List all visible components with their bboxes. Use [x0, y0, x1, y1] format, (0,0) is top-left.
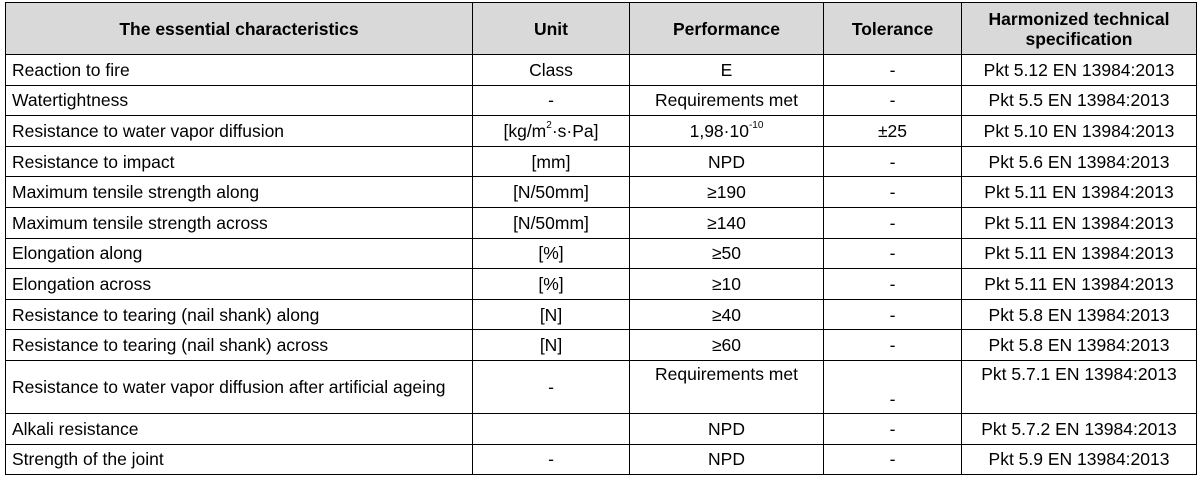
table-row: [6, 444, 1197, 475]
specification-cell: Pkt 5.9 EN 13984:2013: [962, 444, 1197, 475]
characteristic-cell: Maximum tensile strength along: [6, 177, 473, 208]
characteristic-cell: Watertightness: [6, 85, 473, 116]
table-row: [6, 146, 1197, 177]
specification-cell: Pkt 5.8 EN 13984:2013: [962, 330, 1197, 361]
unit-cell: -: [473, 360, 630, 413]
specification-cell: Pkt 5.11 EN 13984:2013: [962, 269, 1197, 300]
table-row: [6, 177, 1197, 208]
performance-cell: NPD: [630, 413, 824, 444]
characteristic-cell: Resistance to tearing (nail shank) across: [6, 330, 473, 361]
unit-cell: [N/50mm]: [473, 207, 630, 238]
table-row: [6, 269, 1197, 300]
table-row: [6, 207, 1197, 238]
tolerance-cell: ±25: [824, 116, 962, 147]
specification-cell: Pkt 5.5 EN 13984:2013: [962, 85, 1197, 116]
tolerance-cell: -: [824, 269, 962, 300]
table-row: [6, 85, 1197, 116]
characteristic-cell: Resistance to water vapor diffusion: [6, 116, 473, 147]
specification-cell: Pkt 5.11 EN 13984:2013: [962, 207, 1197, 238]
table-row: [6, 238, 1197, 269]
tolerance-cell: -: [824, 444, 962, 475]
characteristic-cell: Resistance to tearing (nail shank) along: [6, 299, 473, 330]
specification-cell: Pkt 5.8 EN 13984:2013: [962, 299, 1197, 330]
tolerance-cell: -: [824, 207, 962, 238]
performance-cell: Requirements met: [630, 85, 824, 116]
unit-cell: [473, 413, 630, 444]
tolerance-cell: -: [824, 177, 962, 208]
unit-cell: [N]: [473, 330, 630, 361]
header-specification: Harmonized technical specification: [962, 3, 1197, 55]
header-characteristic: The essential characteristics: [6, 3, 473, 55]
table-row: [6, 330, 1197, 361]
tolerance-cell: -: [824, 55, 962, 86]
performance-cell: ≥40: [630, 299, 824, 330]
performance-cell: ≥50: [630, 238, 824, 269]
unit-cell: -: [473, 85, 630, 116]
unit-cell: -: [473, 444, 630, 475]
specification-cell: Pkt 5.11 EN 13984:2013: [962, 238, 1197, 269]
specification-cell: Pkt 5.7.2 EN 13984:2013: [962, 413, 1197, 444]
characteristic-cell: Resistance to impact: [6, 146, 473, 177]
performance-cell: E: [630, 55, 824, 86]
characteristic-cell: Elongation across: [6, 269, 473, 300]
characteristic-cell: Reaction to fire: [6, 55, 473, 86]
unit-cell: [mm]: [473, 146, 630, 177]
tolerance-cell: -: [824, 85, 962, 116]
characteristic-cell: Resistance to water vapor diffusion after artificial ageing: [6, 360, 473, 413]
tolerance-cell: -: [824, 299, 962, 330]
tolerance-cell: -: [824, 330, 962, 361]
header-unit: Unit: [473, 3, 630, 55]
performance-cell: ≥140: [630, 207, 824, 238]
performance-mantissa: 1,98·10: [689, 120, 749, 141]
specification-cell: Pkt 5.11 EN 13984:2013: [962, 177, 1197, 208]
performance-cell: ≥10: [630, 269, 824, 300]
unit-exponent: 2: [546, 120, 552, 132]
table-row: [6, 299, 1197, 330]
unit-cell: [N/50mm]: [473, 177, 630, 208]
unit-cell: [%]: [473, 238, 630, 269]
specification-cell: Pkt 5.12 EN 13984:2013: [962, 55, 1197, 86]
performance-cell: [630, 116, 824, 147]
characteristic-cell: Elongation along: [6, 238, 473, 269]
performance-cell: Requirements met: [630, 360, 824, 413]
table-row: [6, 413, 1197, 444]
performance-exponent: -10: [748, 120, 764, 132]
specification-cell: Pkt 5.7.1 EN 13984:2013: [962, 360, 1197, 413]
performance-cell: ≥190: [630, 177, 824, 208]
specification-cell: Pkt 5.10 EN 13984:2013: [962, 116, 1197, 147]
unit-cell: [N]: [473, 299, 630, 330]
header-tolerance: Tolerance: [824, 3, 962, 55]
table-row: [6, 116, 1197, 147]
unit-text-suffix: ·s·Pa]: [551, 120, 599, 141]
tolerance-cell: -: [824, 146, 962, 177]
tolerance-cell: -: [824, 360, 962, 413]
tolerance-cell: -: [824, 413, 962, 444]
header-performance: Performance: [630, 3, 824, 55]
characteristic-cell: Maximum tensile strength across: [6, 207, 473, 238]
tolerance-cell: -: [824, 238, 962, 269]
unit-cell: Class: [473, 55, 630, 86]
table-row: [6, 360, 1197, 413]
performance-cell: NPD: [630, 444, 824, 475]
unit-cell: [%]: [473, 269, 630, 300]
unit-cell: [473, 116, 630, 147]
performance-cell: NPD: [630, 146, 824, 177]
characteristics-table: [5, 2, 1197, 475]
characteristic-cell: Strength of the joint: [6, 444, 473, 475]
header-row: [6, 3, 1197, 55]
performance-cell: ≥60: [630, 330, 824, 361]
unit-text: [kg/m: [503, 120, 547, 141]
table-row: [6, 55, 1197, 86]
specification-cell: Pkt 5.6 EN 13984:2013: [962, 146, 1197, 177]
characteristic-cell: Alkali resistance: [6, 413, 473, 444]
